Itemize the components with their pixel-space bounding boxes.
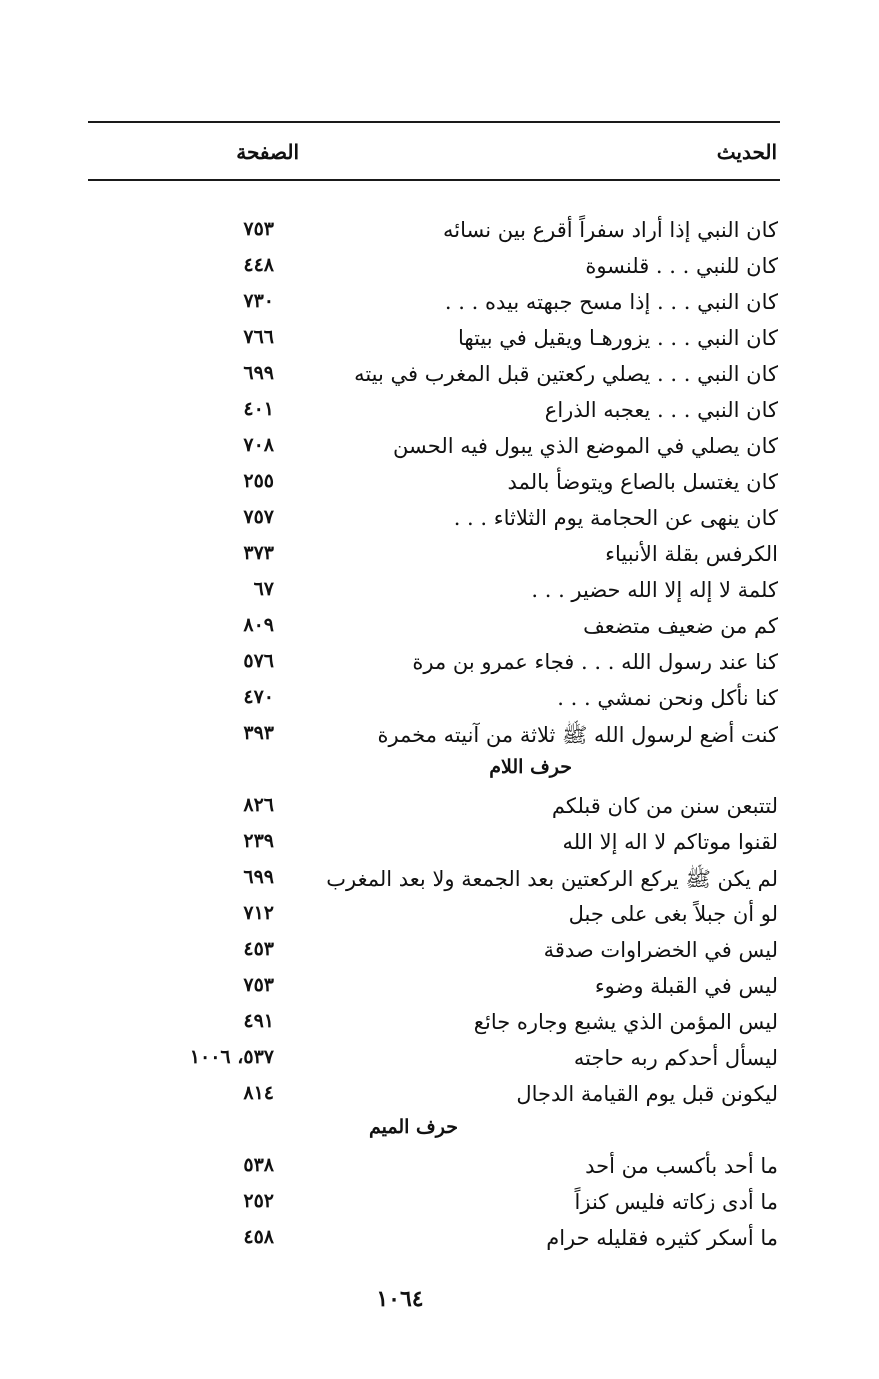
hadith-text: ليس في القبلة وضوء: [594, 974, 778, 998]
hadith-text: كان النبي . . . يعجبه الذراع: [544, 398, 778, 422]
footer-page-number: ١٠٦٤: [376, 1286, 424, 1312]
page-number: ٥٧٦: [243, 650, 274, 672]
page-number: ٦٩٩: [243, 866, 274, 888]
index-row: [88, 286, 780, 322]
index-row: [88, 646, 780, 682]
index-row: [88, 322, 780, 358]
page-number: ٤٧٠: [243, 686, 274, 708]
page-number: ٨١٤: [243, 1082, 274, 1104]
index-row: [88, 1222, 780, 1258]
hadith-text: كان يصلي في الموضع الذي يبول فيه الحسن: [393, 434, 778, 458]
page-number: ٤٠١: [243, 398, 274, 420]
page-number: ٤٥٨: [243, 1226, 274, 1248]
hadith-text: كان النبي . . . يزورهـا ويقيل في بيتها: [458, 326, 778, 350]
page-number: ٢٥٥: [243, 470, 274, 492]
page-number: ٤٩١: [243, 1010, 274, 1032]
hadith-text: كنت أضع لرسول الله ﷺ ثلاثة من آنيته مخمرة: [377, 723, 778, 747]
hadith-text: كلمة لا إله إلا الله حضير . . .: [531, 578, 778, 602]
hadith-text: ما أسكر كثيره فقليله حرام: [546, 1226, 778, 1250]
index-row: [88, 826, 780, 862]
index-row: [88, 862, 780, 898]
hadith-text: كنا عند رسول الله . . . فجاء عمرو بن مرة: [412, 650, 778, 674]
header-top-rule: [88, 121, 780, 123]
section-heading-lam: حرف اللام: [489, 756, 572, 778]
index-row: [88, 718, 780, 754]
index-row: [88, 682, 780, 718]
index-row: [88, 1150, 780, 1186]
hadith-text: ما أدى زكاته فليس كنزاً: [574, 1190, 778, 1214]
index-row: [88, 538, 780, 574]
page-number: ٧٥٣: [243, 218, 274, 240]
column-header-page: الصفحة: [236, 140, 299, 164]
page-number: ٦٩٩: [243, 362, 274, 384]
page-number: ٣٩٣: [243, 722, 274, 744]
page-number: ٧٥٣: [243, 974, 274, 996]
index-row: [88, 610, 780, 646]
index-row: [88, 1078, 780, 1114]
hadith-text: كان النبي . . . إذا مسح جبهته بيده . . .: [444, 290, 778, 314]
hadith-text: ليس في الخضراوات صدقة: [543, 938, 778, 962]
page-number: ٧٣٠: [243, 290, 274, 312]
page-number: ٥٣٨: [243, 1154, 274, 1176]
header-bottom-rule: [88, 179, 780, 181]
index-row: [88, 1042, 780, 1078]
index-row: [88, 790, 780, 826]
page-number: ٣٧٣: [243, 542, 274, 564]
index-row: [88, 430, 780, 466]
page-number: ٥٣٧، ١٠٠٦: [189, 1046, 274, 1068]
page-number: ٢٣٩: [243, 830, 274, 852]
page-number: ٧٦٦: [243, 326, 274, 348]
page-number: ٤٥٣: [243, 938, 274, 960]
hadith-text: كنا نأكل ونحن نمشي . . .: [557, 686, 778, 710]
column-header-hadith: الحديث: [716, 140, 777, 164]
index-row: [88, 970, 780, 1006]
section-heading-mim: حرف الميم: [369, 1116, 458, 1138]
index-row: [88, 250, 780, 286]
hadith-text: كان النبي . . . يصلي ركعتين قبل المغرب في بيته: [354, 362, 778, 386]
index-row: [88, 394, 780, 430]
hadith-text: ليكونن قبل يوم القيامة الدجال: [516, 1082, 778, 1106]
index-row: [88, 1006, 780, 1042]
hadith-text: لقنوا موتاكم لا اله إلا الله: [562, 830, 778, 854]
index-row: [88, 1186, 780, 1222]
hadith-text: كم من ضعيف متضعف: [583, 614, 778, 638]
hadith-text: كان النبي إذا أراد سفراً أقرع بين نسائه: [442, 218, 778, 242]
hadith-text: لتتبعن سنن من كان قبلكم: [551, 794, 778, 818]
page-number: ٧١٢: [243, 902, 274, 924]
index-row: [88, 502, 780, 538]
index-row: [88, 898, 780, 934]
index-row: [88, 358, 780, 394]
hadith-text: كان للنبي . . . قلنسوة: [585, 254, 778, 278]
hadith-text: كان ينهى عن الحجامة يوم الثلاثاء . . .: [453, 506, 778, 530]
hadith-text: ليسأل أحدكم ربه حاجته: [573, 1046, 778, 1070]
index-row: [88, 466, 780, 502]
hadith-text: ليس المؤمن الذي يشبع وجاره جائع: [473, 1010, 778, 1034]
index-row: [88, 574, 780, 610]
hadith-text: لو أن جبلاً بغى على جبل: [568, 902, 778, 926]
page-number: ٦٧: [253, 578, 274, 600]
hadith-text: ما أحد بأكسب من أحد: [585, 1154, 778, 1178]
index-row: [88, 934, 780, 970]
page-number: ٢٥٢: [243, 1190, 274, 1212]
hadith-text: لم يكن ﷺ يركع الركعتين بعد الجمعة ولا بعد المغرب: [326, 867, 778, 891]
page-number: ٨٠٩: [243, 614, 274, 636]
page-number: ٤٤٨: [243, 254, 274, 276]
hadith-text: الكرفس بقلة الأنبياء: [605, 542, 778, 566]
page-number: ٧٠٨: [243, 434, 274, 456]
hadith-text: كان يغتسل بالصاع ويتوضأ بالمد: [507, 470, 778, 494]
index-row: [88, 214, 780, 250]
page-number: ٨٢٦: [243, 794, 274, 816]
page-number: ٧٥٧: [243, 506, 274, 528]
